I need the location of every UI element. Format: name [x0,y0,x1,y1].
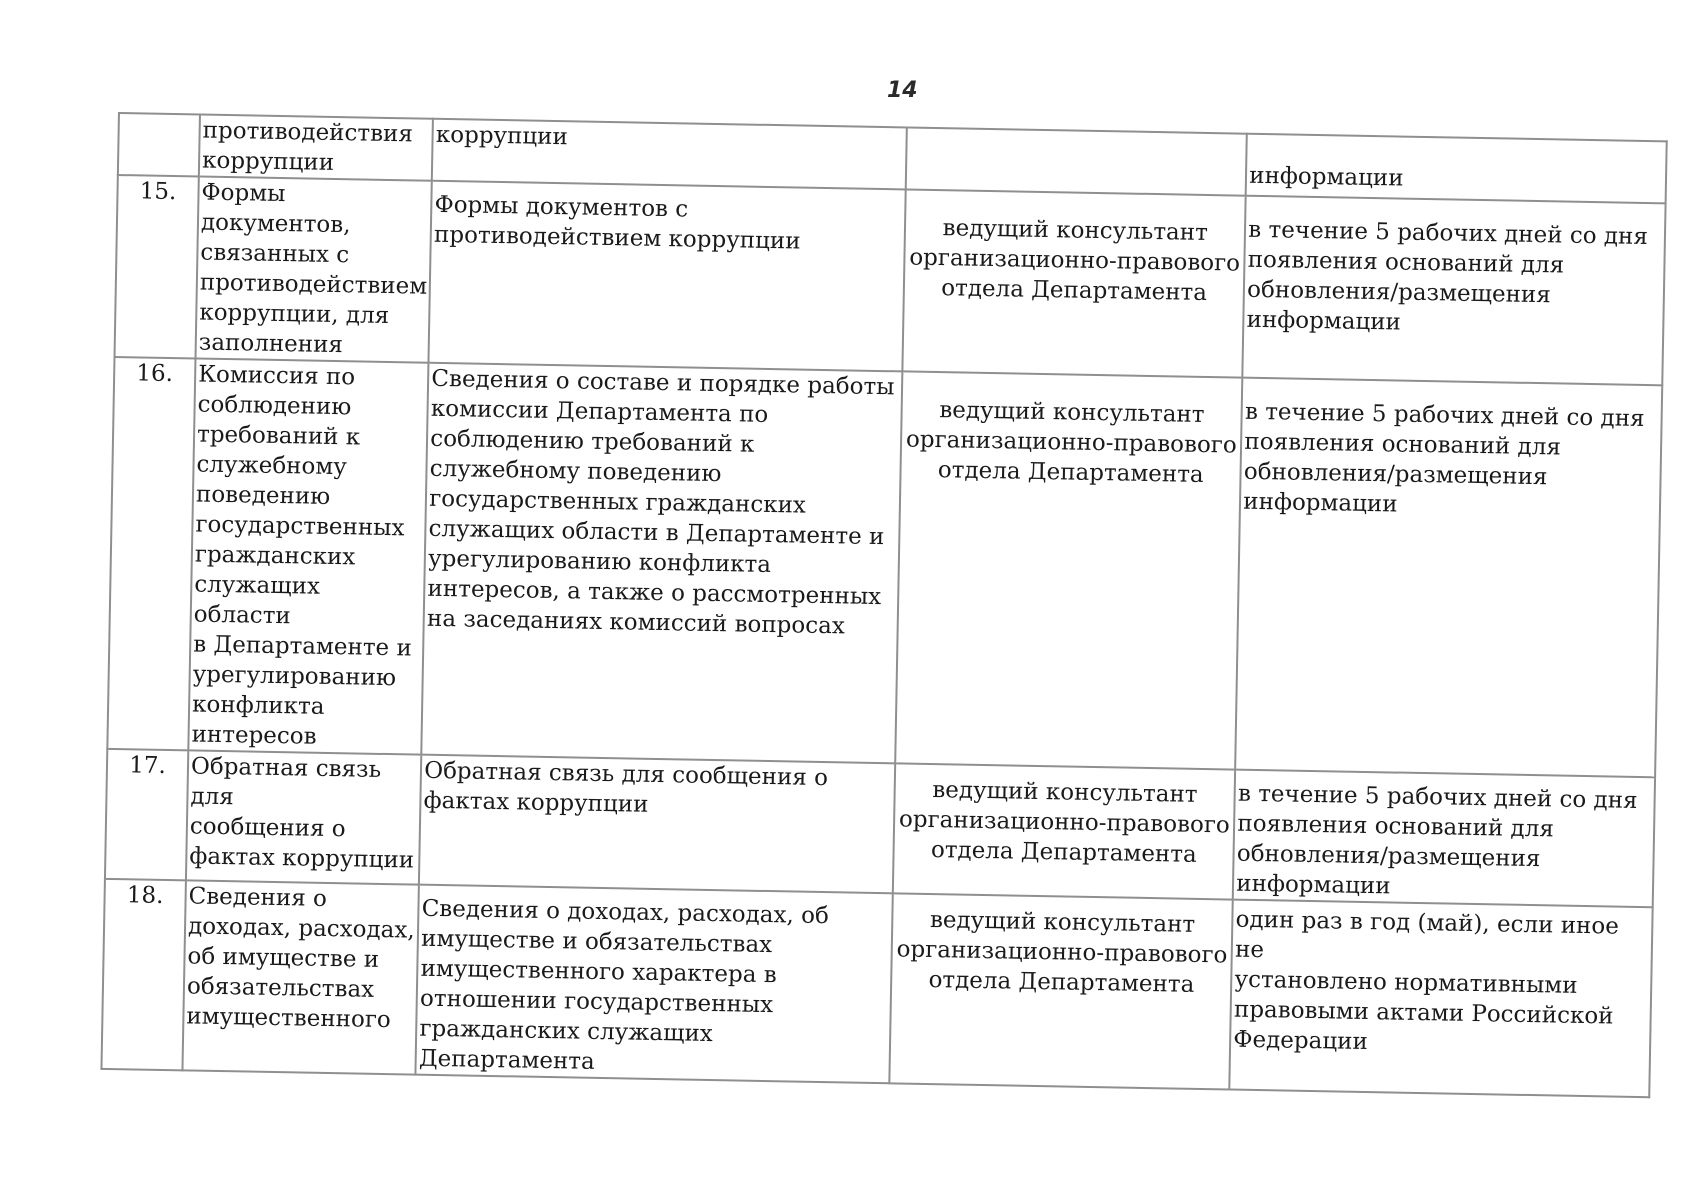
row-term-cell: в течение 5 рабочих дней со дня появления оснований для обновления/размещения информации [1233,770,1655,908]
row-number-cell: 15. [115,175,199,358]
table-row [115,175,1666,385]
table-row [101,879,1652,1097]
row-number-cell: 16. [107,357,195,750]
row-number-cell: 18. [101,879,185,1070]
row-title-cell: Обратная связь для сообщения о фактах коррупции [186,750,422,884]
row-responsible-cell: ведущий консультант организационно-правового отдела Департамента [890,893,1233,1089]
row-term-cell: в течение 5 рабочих дней со дня появления оснований для обновления/размещения информации [1235,378,1662,778]
row-number-cell [118,113,200,176]
row-title-cell: Комиссия по соблюдению требований к служебному поведению государственных гражданских служащих области в Департаменте и урегулированию конфликта интересов [188,358,428,754]
row-responsible-cell [906,127,1247,195]
row-title-cell: Формы документов, связанных с противодействием коррупции, для заполнения [195,176,432,362]
row-content-cell: Обратная связь для сообщения о фактах коррупции [419,755,895,894]
row-responsible-cell: ведущий консультант организационно-правового отдела Департамента [895,371,1242,769]
row-title-cell: Сведения о доходах, расходах, об имуществе и обязательствах имущественного [182,880,419,1074]
table-row [107,357,1662,777]
row-responsible-cell: ведущий консультант организационно-правового отдела Департамента [903,189,1246,377]
page-number: 14 [887,78,918,103]
row-term-cell: в течение 5 рабочих дней со дня появления оснований для обновления/размещения информации [1243,196,1666,386]
row-content-cell: коррупции [432,119,907,190]
row-number-cell: 17. [105,749,188,880]
row-content-cell: Сведения о составе и порядке работы комиссии Департамента по соблюдению требований к служебному поведению государственных гражданских служащих области в Департаменте и урегулированию конфликта интересов, а также о рассмотренных на заседаниях комиссий вопросах [422,363,903,764]
document-table [100,112,1668,1098]
row-title-cell: противодействия коррупции [199,115,433,181]
row-content-cell: Формы документов с противодействием коррупции [429,181,906,372]
row-term-cell: один раз в год (май), если иное не установлено нормативными правовыми актами Российской Федерации [1230,900,1653,1098]
row-term-cell: информации [1246,134,1667,204]
row-responsible-cell: ведущий консультант организационно-правового отдела Департамента [893,763,1235,899]
row-content-cell: Сведения о доходах, расходах, об имуществе и обязательствах имущественного характера в отношении государственных гражданских служащих Департамента [416,885,893,1084]
